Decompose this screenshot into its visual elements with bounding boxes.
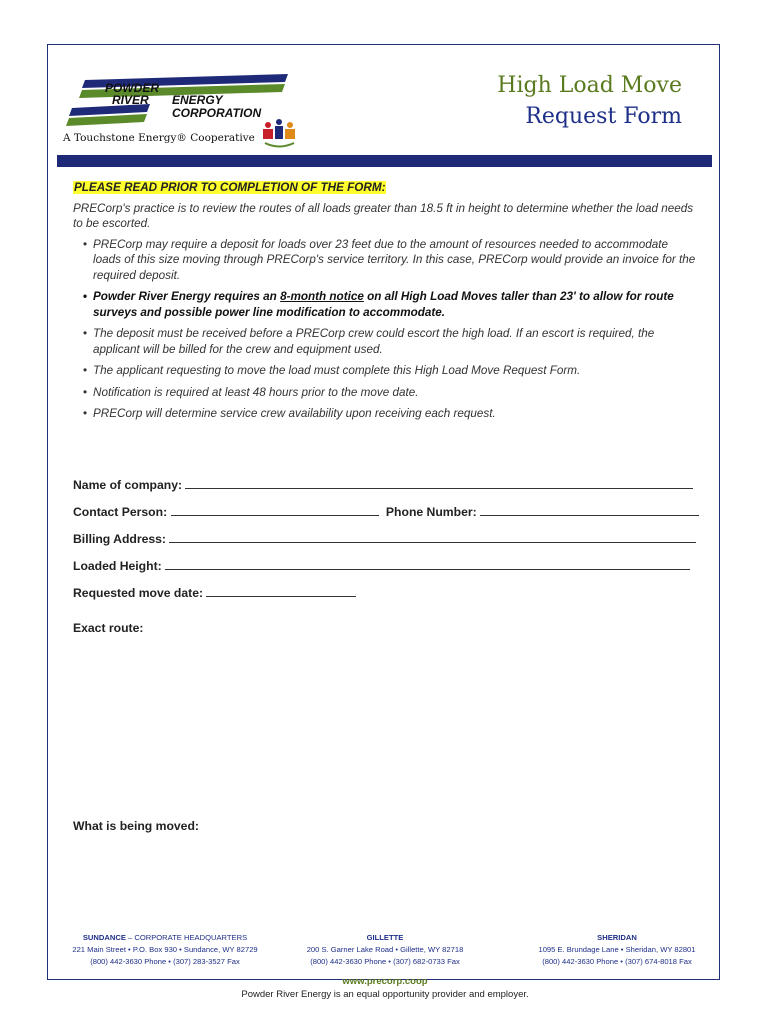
height-field (73, 557, 690, 573)
footer-bottom (0, 975, 770, 1001)
form-title-line1: High Load Move (497, 73, 682, 98)
billing-label: Billing Address: (73, 532, 166, 546)
instructions (73, 180, 698, 428)
footer-sundance (55, 932, 275, 968)
logo-line1: POWDER (105, 81, 159, 95)
moved-label: What is being moved: (73, 819, 199, 833)
logo-line3: ENERGY (172, 93, 223, 107)
contact-field (73, 503, 699, 519)
billing-input-line[interactable] (169, 530, 696, 543)
company-label: Name of company: (73, 478, 183, 492)
logo-graphic (60, 70, 305, 150)
logo-line2: RIVER (112, 93, 149, 107)
phone-label: Phone Number: (385, 505, 477, 519)
sundance-name: SUNDANCE (82, 933, 126, 942)
billing-field (73, 530, 696, 546)
height-label: Loaded Height: (73, 559, 162, 573)
height-input-line[interactable] (165, 557, 690, 570)
date-label: Requested move date: (73, 586, 204, 600)
list-item: • Notification is required at least 48 hours prior to the move date. (73, 385, 698, 401)
form-title (497, 70, 682, 132)
intro-paragraph: PRECorp's practice is to review the routes of all loads greater than 18.5 ft in height to determine whether the load needs to be escorted. (73, 201, 694, 230)
company-field (73, 476, 693, 492)
footer-gillette (290, 932, 480, 968)
company-input-line[interactable] (185, 476, 693, 489)
list-item (73, 289, 698, 320)
logo-tagline: A Touchstone Energy® Cooperative (63, 132, 255, 144)
sheridan-address: 1095 E. Brundage Lane • Sheridan, WY 82801 (538, 945, 696, 954)
route-label: Exact route: (73, 621, 144, 635)
sheridan-name: SHERIDAN (597, 933, 637, 942)
notice-period: 8-month notice (280, 290, 364, 303)
touchstone-figures-icon (263, 119, 295, 147)
logo-line4: CORPORATION (172, 106, 262, 120)
list-item: • PRECorp will determine service crew availability upon receiving each request. (73, 406, 698, 422)
form-title-line2: Request Form (525, 104, 682, 129)
gillette-address: 200 S. Garner Lake Road • Gillette, WY 82718 (306, 945, 464, 954)
sundance-sub: – CORPORATE HEADQUARTERS (125, 933, 248, 942)
list-item: • The deposit must be received before a PRECorp crew could escort the high load. If an escort is required, the applicant will be billed for the crew and equipment used. (73, 326, 698, 357)
sundance-phone: (800) 442-3630 Phone • (307) 283-3527 Fax (90, 957, 240, 966)
instruction-list (73, 237, 698, 422)
website-link[interactable]: www.precorp.coop (342, 976, 428, 987)
equal-opportunity-text: Powder River Energy is an equal opportunity provider and employer. (241, 989, 529, 1000)
notice-text-post: on all High Load Moves taller than 23' to allow for route surveys and possible power line modification to accommodate. (93, 290, 674, 319)
footer-sheridan (522, 932, 712, 968)
header-band (57, 155, 712, 167)
list-item: • PRECorp may require a deposit for loads over 23 feet due to the amount of resources needed to accommodate loads of this size moving through PRECorp's service territory. In this case, PRECorp would provide an invoice for the required deposit. (73, 237, 698, 284)
date-field (73, 584, 356, 600)
company-logo (60, 70, 305, 150)
notice-heading: PLEASE READ PRIOR TO COMPLETION OF THE FORM: (74, 181, 386, 194)
route-field (73, 621, 143, 635)
notice-text-pre: Powder River Energy requires an (93, 290, 281, 303)
date-input-line[interactable] (206, 584, 356, 597)
gillette-phone: (800) 442-3630 Phone • (307) 682-0733 Fax (310, 957, 460, 966)
contact-label: Contact Person: (73, 505, 168, 519)
phone-input-line[interactable] (480, 503, 699, 516)
gillette-name: GILLETTE (366, 933, 404, 942)
moved-field (73, 819, 199, 833)
list-item: • The applicant requesting to move the load must complete this High Load Move Request Form. (73, 363, 698, 379)
sheridan-phone: (800) 442-3630 Phone • (307) 674-8018 Fax (542, 957, 692, 966)
contact-input-line[interactable] (171, 503, 379, 516)
sundance-address: 221 Main Street • P.O. Box 930 • Sundance, WY 82729 (72, 945, 258, 954)
